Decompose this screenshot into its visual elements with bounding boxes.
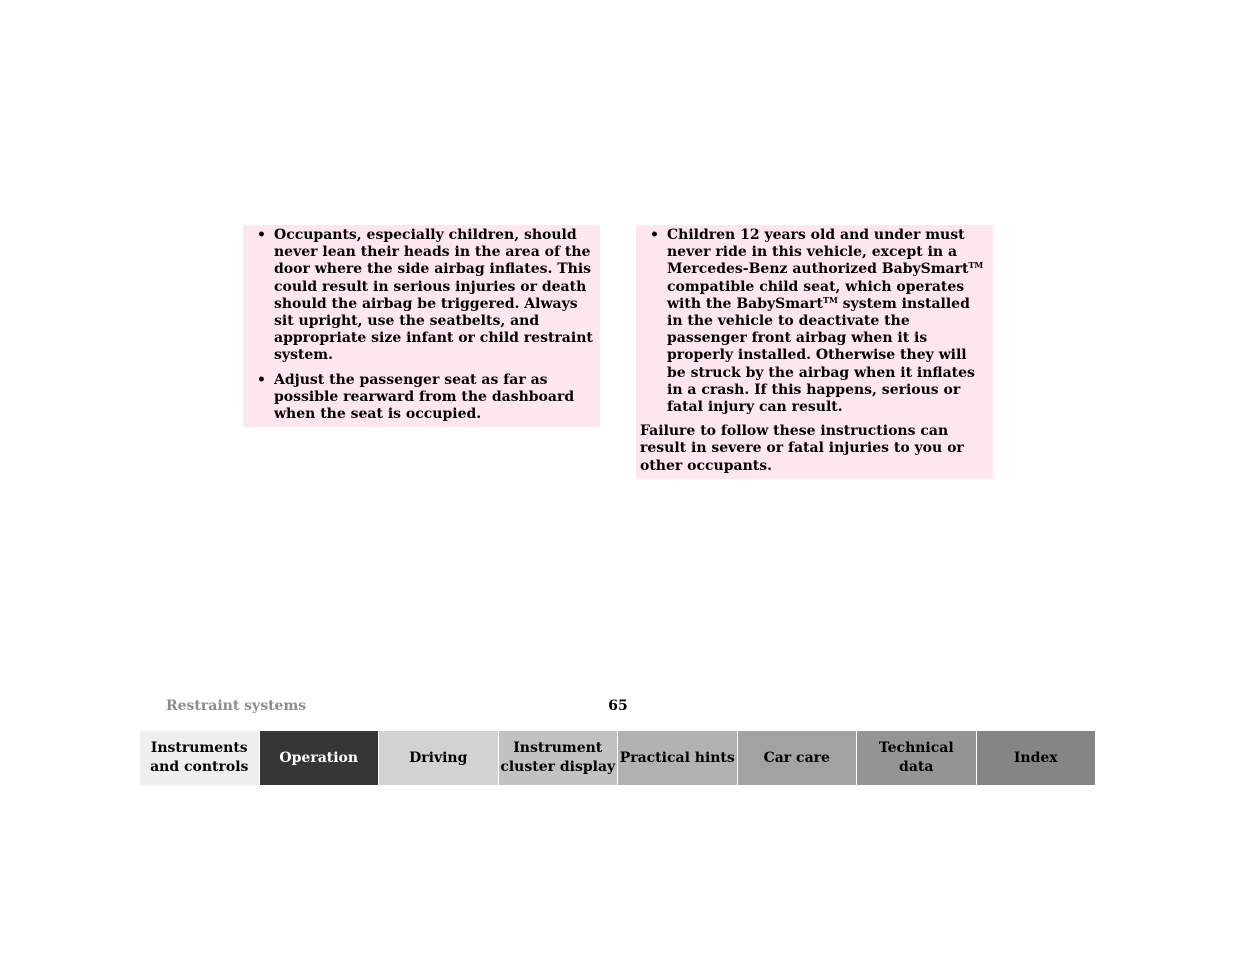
bullet-icon: • <box>650 227 659 243</box>
tab-driving[interactable]: Driving <box>378 731 498 785</box>
warning-text <box>667 227 983 415</box>
section-title: Restraint systems <box>166 698 307 714</box>
warning-item <box>247 372 596 424</box>
warning-text-part: compatible child seat, which operates with the BabySmart <box>667 278 965 312</box>
tab-instrument-cluster-display[interactable]: Instrument cluster display <box>498 731 618 785</box>
warning-text-part: system installed in the vehicle to deactivate the passenger front airbag when it is properly installed. Otherwise they will be struck by the airbag when it inflates in a crash. If this happens, serious or fatal injury can result. <box>667 295 975 416</box>
warning-box-right <box>636 225 993 479</box>
page-number: 65 <box>608 698 628 714</box>
tab-practical-hints[interactable]: Practical hints <box>617 731 737 785</box>
warning-text-part: Children 12 years old and under must never ride in this vehicle, except in a Mercedes-Benz authorized BabySmart <box>667 227 969 278</box>
tab-technical-data[interactable]: Technical data <box>856 731 976 785</box>
warning-item <box>247 227 596 365</box>
warning-item <box>640 227 989 416</box>
tab-instruments-and-controls[interactable]: Instruments and controls <box>140 731 259 785</box>
bullet-icon: • <box>257 227 266 243</box>
trademark-mark: TM <box>822 294 838 305</box>
warning-list-right <box>640 227 989 416</box>
warning-box-left <box>243 225 600 427</box>
warning-text: Occupants, especially children, should never lean their heads in the area of the door where the side airbag inflates. This could result in serious injuries or death should the airbag be triggered. Always sit upright, use the seatbelts, and appropriate size infant or child restraint system. <box>274 227 593 364</box>
warning-text: Adjust the passenger seat as far as possible rearward from the dashboard when the seat is occupied. <box>274 371 575 423</box>
chapter-nav-bar <box>140 731 1095 785</box>
bullet-icon: • <box>257 371 266 388</box>
warning-list-left <box>247 227 596 423</box>
tab-car-care[interactable]: Car care <box>737 731 857 785</box>
warning-closing-text: Failure to follow these instructions can result in severe or fatal injuries to you or other occupants. <box>640 423 964 474</box>
tab-index[interactable]: Index <box>976 731 1096 785</box>
tab-operation[interactable]: Operation <box>259 731 379 785</box>
trademark-mark: TM <box>968 260 984 271</box>
